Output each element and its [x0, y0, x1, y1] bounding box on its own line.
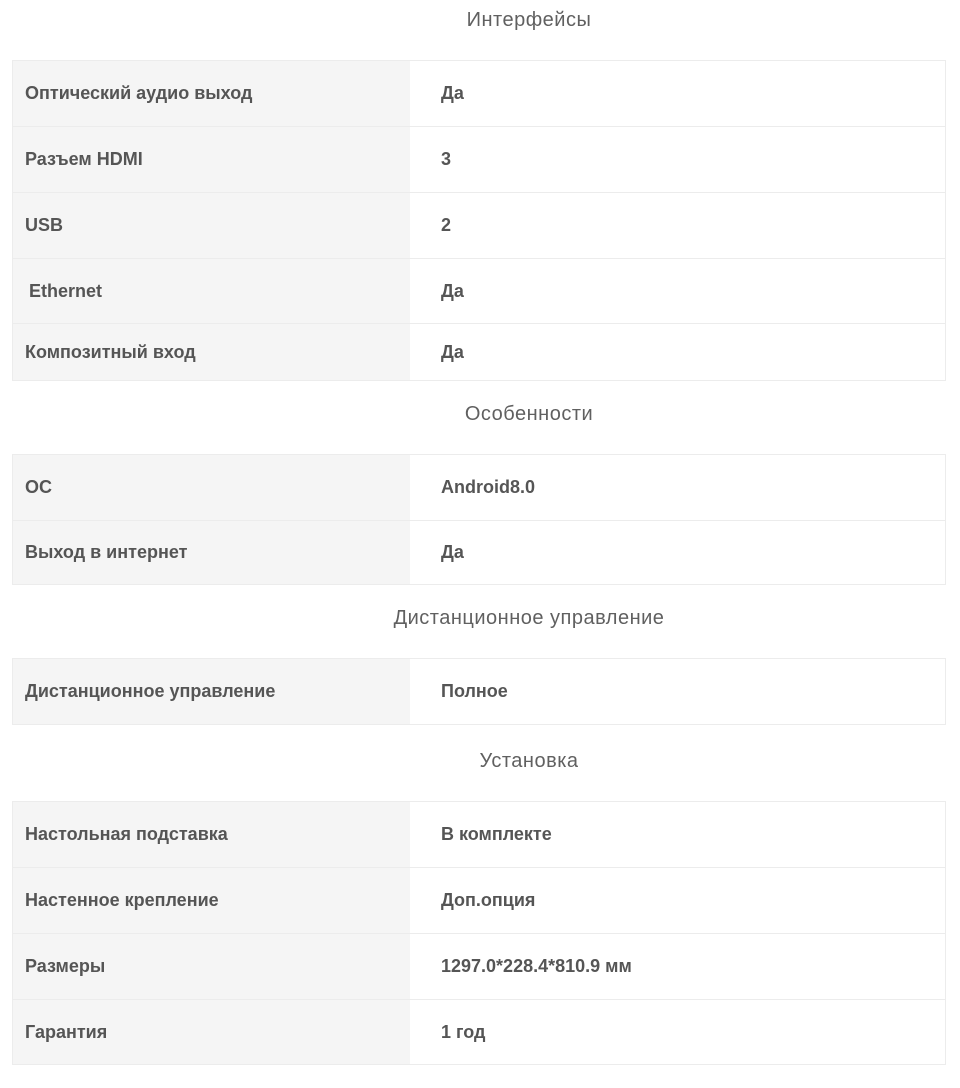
table-row [13, 259, 945, 324]
spec-label: Выход в интернет [13, 521, 410, 584]
spec-value: 3 [410, 127, 945, 192]
table-row [13, 659, 945, 724]
spec-value: Да [410, 259, 945, 323]
spec-value: Полное [410, 659, 945, 724]
section-title-installation: Установка [479, 750, 579, 772]
spec-value: Android8.0 [410, 455, 945, 520]
spec-value: 1 год [410, 1000, 945, 1064]
section-title-remote-control: Дистанционное управление [393, 607, 665, 629]
table-row [13, 455, 945, 521]
spec-table-remote-control [12, 658, 946, 725]
spec-value: 2 [410, 193, 945, 258]
spec-label: USB [13, 193, 410, 258]
spec-label: Гарантия [13, 1000, 410, 1064]
spec-label: Оптический аудио выход [13, 61, 410, 126]
table-row [13, 193, 945, 259]
spec-value: Да [410, 61, 945, 126]
spec-table-installation [12, 801, 946, 1065]
spec-label: Ethernet [13, 259, 410, 323]
spec-value: 1297.0*228.4*810.9 мм [410, 934, 945, 999]
spec-value: Доп.опция [410, 868, 945, 933]
table-row [13, 521, 945, 584]
spec-label: ОС [13, 455, 410, 520]
spec-value: В комплекте [410, 802, 945, 867]
section-title-interfaces: Интерфейсы [466, 9, 592, 31]
spec-label: Дистанционное управление [13, 659, 410, 724]
spec-value: Да [410, 521, 945, 584]
spec-label: Композитный вход [13, 324, 410, 380]
spec-label: Настольная подставка [13, 802, 410, 867]
table-row [13, 802, 945, 868]
spec-label: Размеры [13, 934, 410, 999]
table-row [13, 61, 945, 127]
section-title-features: Особенности [464, 403, 594, 425]
spec-table-interfaces [12, 60, 946, 381]
table-row [13, 934, 945, 1000]
spec-label: Настенное крепление [13, 868, 410, 933]
spec-table-features [12, 454, 946, 585]
table-row [13, 868, 945, 934]
spec-value: Да [410, 324, 945, 380]
spec-label: Разъем HDMI [13, 127, 410, 192]
table-row [13, 1000, 945, 1064]
table-row [13, 127, 945, 193]
table-row [13, 324, 945, 380]
